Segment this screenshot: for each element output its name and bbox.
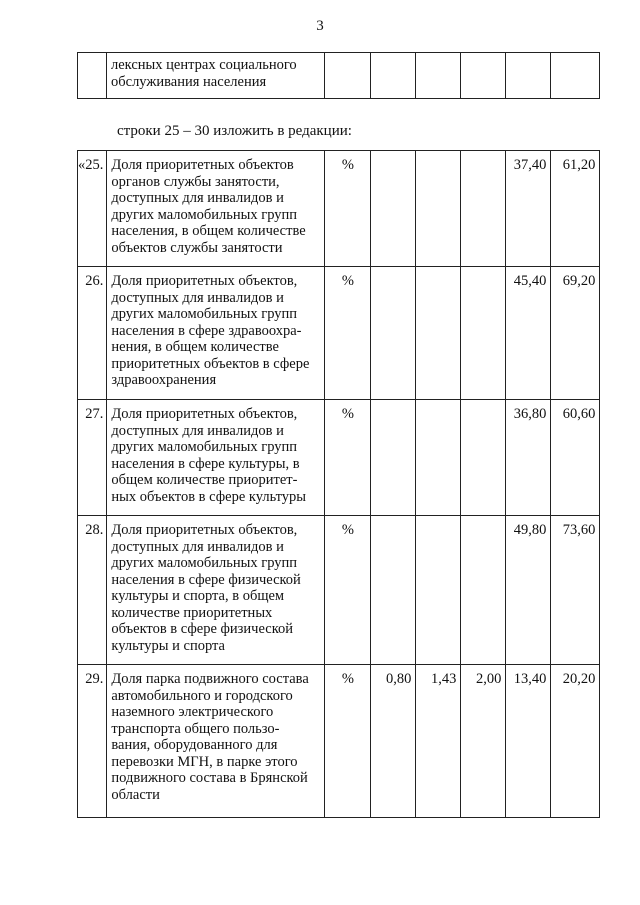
value-cell: [461, 53, 506, 99]
text-line: Доля приоритетных объектов,: [111, 522, 298, 538]
value-cell: 49,80: [506, 516, 551, 665]
table-row: [78, 267, 600, 400]
table-row: [78, 151, 600, 267]
row-number: 27.: [78, 400, 107, 516]
text-line: доступных для инвалидов и: [111, 538, 284, 555]
text-line: других маломобильных групп: [111, 306, 298, 322]
text-line: ных объектов в сфере культуры: [111, 488, 307, 505]
text-line: доступных для инвалидов и: [111, 190, 284, 206]
value-cell: [371, 267, 416, 400]
value-cell: 69,20: [551, 267, 600, 400]
row-description: [107, 53, 325, 99]
text-line: населения в сфере здравоохра-: [111, 322, 302, 339]
table-row: [78, 400, 600, 516]
text-line: подвижного состава в Брянской: [111, 770, 308, 786]
text-line: транспорта общего пользо-: [111, 720, 280, 737]
unit-cell: %: [325, 151, 371, 267]
text-line: культуры и спорта, в общем: [111, 588, 285, 604]
row-description: [107, 151, 325, 267]
page-number: 3: [316, 18, 324, 34]
text-line: здравоохранения: [111, 372, 217, 388]
text-line: органов службы занятости,: [111, 173, 280, 190]
table-row: [78, 53, 600, 99]
text-line: обслуживания населения: [111, 73, 267, 90]
value-cell: [551, 53, 600, 99]
value-cell: [461, 516, 506, 665]
value-cell: 45,40: [506, 267, 551, 400]
text-line: Доля парка подвижного состава: [111, 671, 309, 687]
unit-cell: %: [325, 267, 371, 400]
text-line: количестве приоритетных: [111, 604, 273, 621]
value-cell: [371, 53, 416, 99]
value-cell: 36,80: [506, 400, 551, 516]
text-line: области: [111, 786, 160, 803]
value-cell: [506, 53, 551, 99]
text-line: Доля приоритетных объектов,: [111, 406, 298, 422]
value-cell: [461, 151, 506, 267]
value-cell: [416, 53, 461, 99]
row-description: [107, 516, 325, 665]
value-cell: 73,60: [551, 516, 600, 665]
value-cell: 20,20: [551, 665, 600, 818]
text-line: культуры и спорта: [111, 637, 225, 654]
text-line: объектов службы занятости: [111, 239, 283, 256]
unit-cell: %: [325, 516, 371, 665]
value-cell: 1,43: [416, 665, 461, 818]
value-cell: [371, 400, 416, 516]
value-cell: [416, 267, 461, 400]
row-description: [107, 400, 325, 516]
text-line: лексных центрах социального: [111, 57, 297, 73]
text-line: Доля приоритетных объектов,: [111, 273, 298, 289]
text-line: объектов в сфере физической: [111, 621, 294, 637]
text-line: доступных для инвалидов и: [111, 422, 284, 439]
row-number: 29.: [78, 665, 107, 818]
value-cell: [371, 151, 416, 267]
text-line: других маломобильных групп: [111, 439, 298, 455]
indicator-table: [77, 150, 600, 818]
text-line: наземного электрического: [111, 704, 274, 720]
text-line: приоритетных объектов в сфере: [111, 355, 310, 372]
text-line: вания, оборудованного для: [111, 737, 278, 753]
value-cell: 2,00: [461, 665, 506, 818]
row-number: 28.: [78, 516, 107, 665]
text-line: общем количестве приоритет-: [111, 472, 298, 488]
row-number: [78, 53, 107, 99]
value-cell: [416, 400, 461, 516]
text-line: нения, в общем количестве: [111, 339, 279, 355]
value-cell: 60,60: [551, 400, 600, 516]
text-line: Доля приоритетных объектов: [111, 157, 294, 173]
value-cell: [461, 267, 506, 400]
table-row: [78, 516, 600, 665]
text-line: доступных для инвалидов и: [111, 289, 284, 306]
intro-text: строки 25 – 30 изложить в редакции:: [117, 123, 352, 139]
text-line: населения в сфере культуры, в: [111, 455, 300, 472]
text-line: перевозки МГН, в парке этого: [111, 753, 298, 770]
value-cell: [461, 400, 506, 516]
unit-cell: %: [325, 665, 371, 818]
value-cell: [416, 516, 461, 665]
value-cell: [371, 516, 416, 665]
row-number: «25.: [78, 151, 107, 267]
text-line: автомобильного и городского: [111, 687, 293, 704]
unit-cell: [325, 53, 371, 99]
value-cell: 37,40: [506, 151, 551, 267]
table-row: [78, 665, 600, 818]
row-number: 26.: [78, 267, 107, 400]
text-line: других маломобильных групп: [111, 206, 298, 223]
row-description: [107, 267, 325, 400]
text-line: населения, в общем количестве: [111, 223, 306, 239]
text-line: населения в сфере физической: [111, 571, 301, 588]
value-cell: 13,40: [506, 665, 551, 818]
value-cell: 61,20: [551, 151, 600, 267]
text-line: других маломобильных групп: [111, 555, 298, 571]
row-description: [107, 665, 325, 818]
value-cell: 0,80: [371, 665, 416, 818]
value-cell: [416, 151, 461, 267]
table-fragment-top: [77, 52, 600, 99]
unit-cell: %: [325, 400, 371, 516]
